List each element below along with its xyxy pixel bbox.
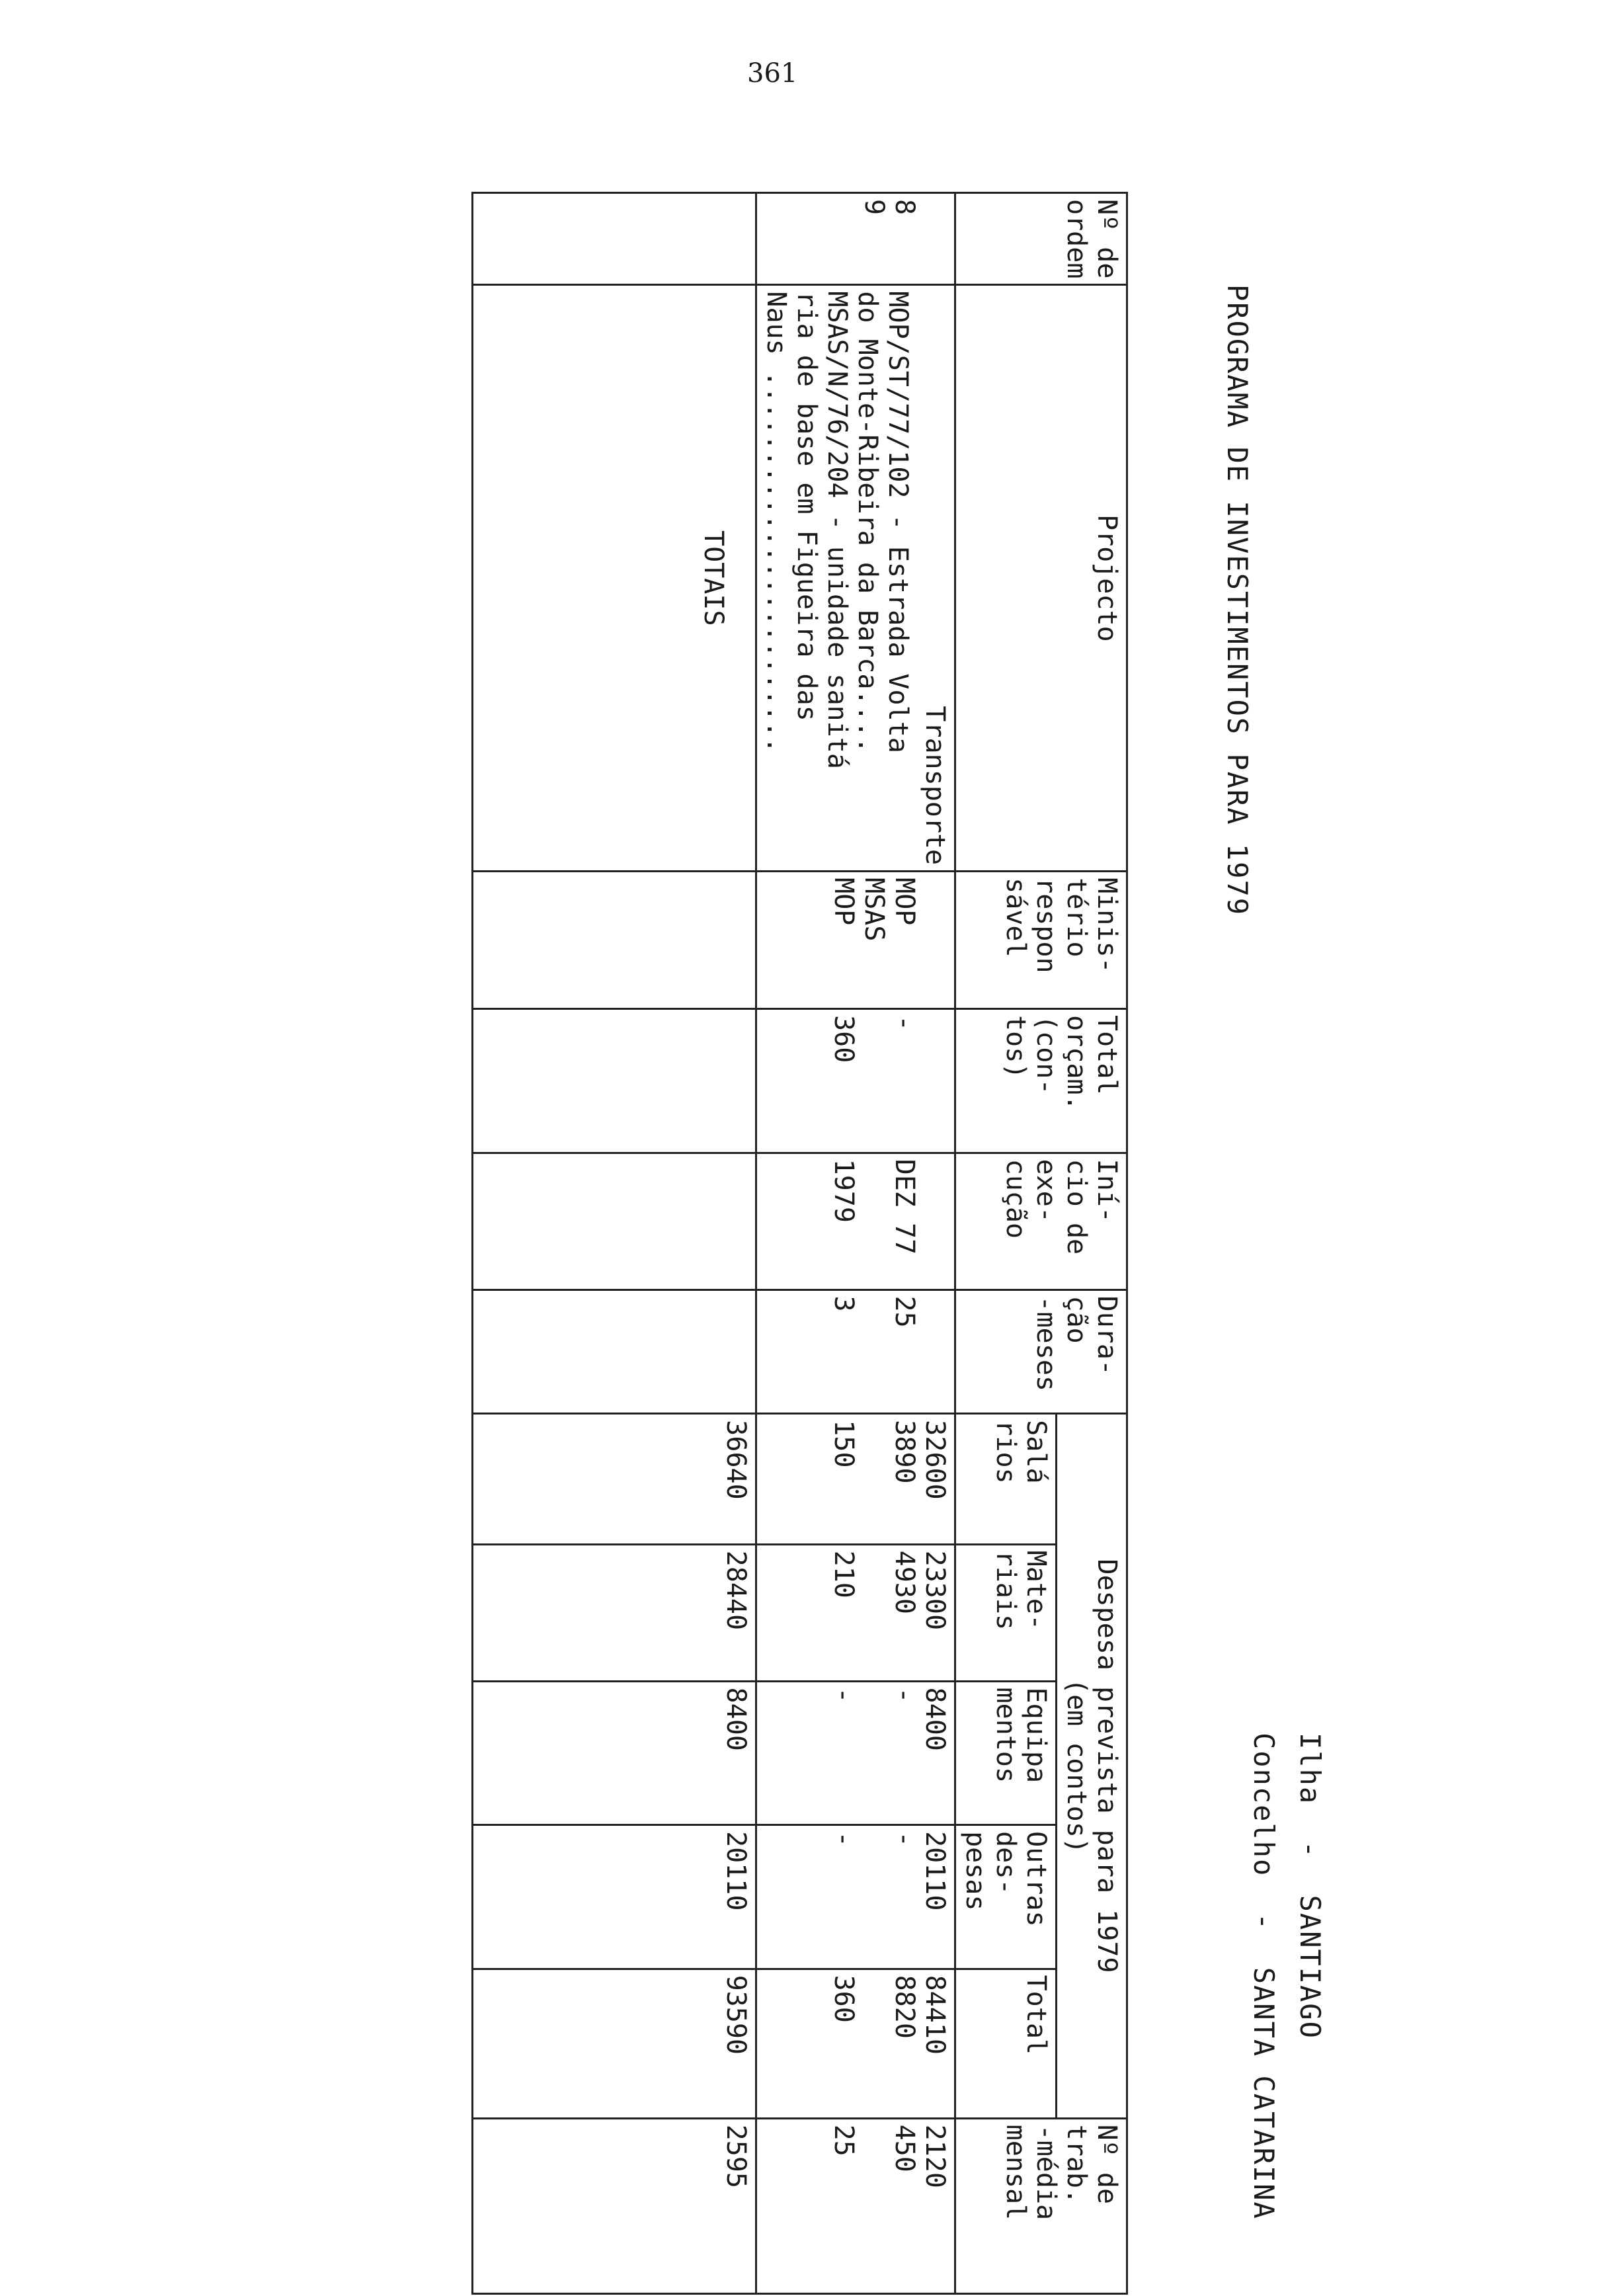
totals-label: TOTAIS [473, 285, 756, 872]
totals-row [473, 193, 756, 2294]
cell-projecto: MOP/ST/77/102 - Estrada Volta do Monte-Ribeira da Barca.... [852, 291, 913, 753]
cell-ministerio-stack [756, 872, 955, 1009]
cell-empty [473, 193, 756, 285]
col-header-total-orcam: Total orçam. (con- tos) [955, 1009, 1127, 1153]
cell-empty [473, 1290, 756, 1414]
cell-salarios: 3890 [889, 1420, 920, 1484]
cell-inicio: 1979 [828, 1159, 859, 1223]
cell-total: 84410 [920, 1975, 950, 2055]
investment-table-sheet [262, 192, 1346, 2295]
cell-ministerio: MOP [889, 878, 920, 926]
cell-total-orcam: - [889, 1015, 920, 1032]
cell-salarios: 32600 [920, 1420, 950, 1500]
cell-inicio-stack [756, 1153, 955, 1290]
island-label: Ilha - SANTIAGO [1294, 1733, 1326, 2039]
cell-duracao: 25 [889, 1295, 920, 1328]
cell-materiais: 4930 [889, 1550, 920, 1614]
cell-outras: 20110 [920, 1831, 950, 1911]
cell-salarios-stack [756, 1414, 955, 1544]
cell-inicio: DEZ 77 [889, 1159, 920, 1255]
page-number: 361 [747, 58, 798, 89]
cell-trab: 25 [828, 2124, 859, 2156]
cell-materiais: 210 [828, 1550, 859, 1598]
cell-duracao: 3 [828, 1295, 859, 1312]
cell-empty [473, 1009, 756, 1153]
col-header-despesa: Despesa prevista para 1979 (em contos) [1057, 1414, 1127, 2118]
cell-trab: 2120 [920, 2124, 950, 2188]
transport-label: Transporte [920, 706, 950, 866]
cell-outras-stack [756, 1825, 955, 1969]
col-header-materiais: Mate- riais [955, 1544, 1057, 1681]
total-trab: 2595 [473, 2118, 756, 2293]
col-header-ministerio: Minis- tério respon sável [955, 872, 1127, 1009]
cell-total: 8820 [889, 1975, 920, 2039]
cell-equipamentos: - [828, 1687, 859, 1703]
cell-materiais-stack [756, 1544, 955, 1681]
cell-ministerio: MSAS MOP [828, 878, 889, 942]
cell-outras: - [828, 1831, 859, 1848]
document-title: PROGRAMA DE INVESTIMENTOS PARA 1979 [1221, 284, 1254, 917]
location-block [1240, 1733, 1333, 2220]
cell-salarios: 150 [828, 1420, 859, 1468]
cell-total: 360 [828, 1975, 859, 2023]
cell-trab: 450 [889, 2124, 920, 2172]
cell-equipamentos: 8400 [920, 1687, 950, 1751]
investment-table [471, 192, 1128, 2295]
col-header-outras: Outras des- pesas [955, 1825, 1057, 1969]
cell-total-orcam: 360 [828, 1015, 859, 1063]
cell-empty [473, 1153, 756, 1290]
cell-projecto: MSAS/N/76/204 - unidade sanitá ria de base em Figueira das Naus ........................ [761, 291, 852, 769]
total-total: 93590 [473, 1969, 756, 2118]
cell-materiais: 23300 [920, 1550, 950, 1631]
table-row [756, 193, 955, 2294]
cell-ordem: 9 [859, 199, 889, 216]
cell-total-stack [756, 1969, 955, 2118]
cell-projecto-stack [756, 285, 955, 872]
cell-trab-stack [756, 2118, 955, 2293]
total-salarios: 36640 [473, 1414, 756, 1544]
col-header-equipamentos: Equipa mentos [955, 1681, 1057, 1825]
total-outras: 20110 [473, 1825, 756, 1969]
total-equipamentos: 8400 [473, 1681, 756, 1825]
col-header-inicio: Iní- cio de exe- cução [955, 1153, 1127, 1290]
cell-ordem: 8 [889, 199, 920, 216]
sheet-header [1128, 192, 1346, 2295]
col-header-ordem: Nº de ordem [955, 193, 1127, 285]
municipality-label: Concelho - SANTA CATARINA [1248, 1733, 1280, 2220]
cell-empty [473, 872, 756, 1009]
col-header-salarios: Salá rios [955, 1414, 1057, 1544]
header-row [1057, 193, 1127, 2294]
cell-duracao-stack [756, 1290, 955, 1414]
cell-equipamentos: - [889, 1687, 920, 1703]
cell-equipamentos-stack [756, 1681, 955, 1825]
col-header-trab: Nº de trab. -média mensal [955, 2118, 1127, 2293]
cell-ordem-stack [756, 193, 955, 285]
col-header-total: Total [955, 1969, 1057, 2118]
total-materiais: 28440 [473, 1544, 756, 1681]
col-header-duracao: Dura- ção -meses [955, 1290, 1127, 1414]
cell-outras: - [889, 1831, 920, 1848]
cell-total-orcam-stack [756, 1009, 955, 1153]
col-header-projecto: Projecto [955, 285, 1127, 872]
